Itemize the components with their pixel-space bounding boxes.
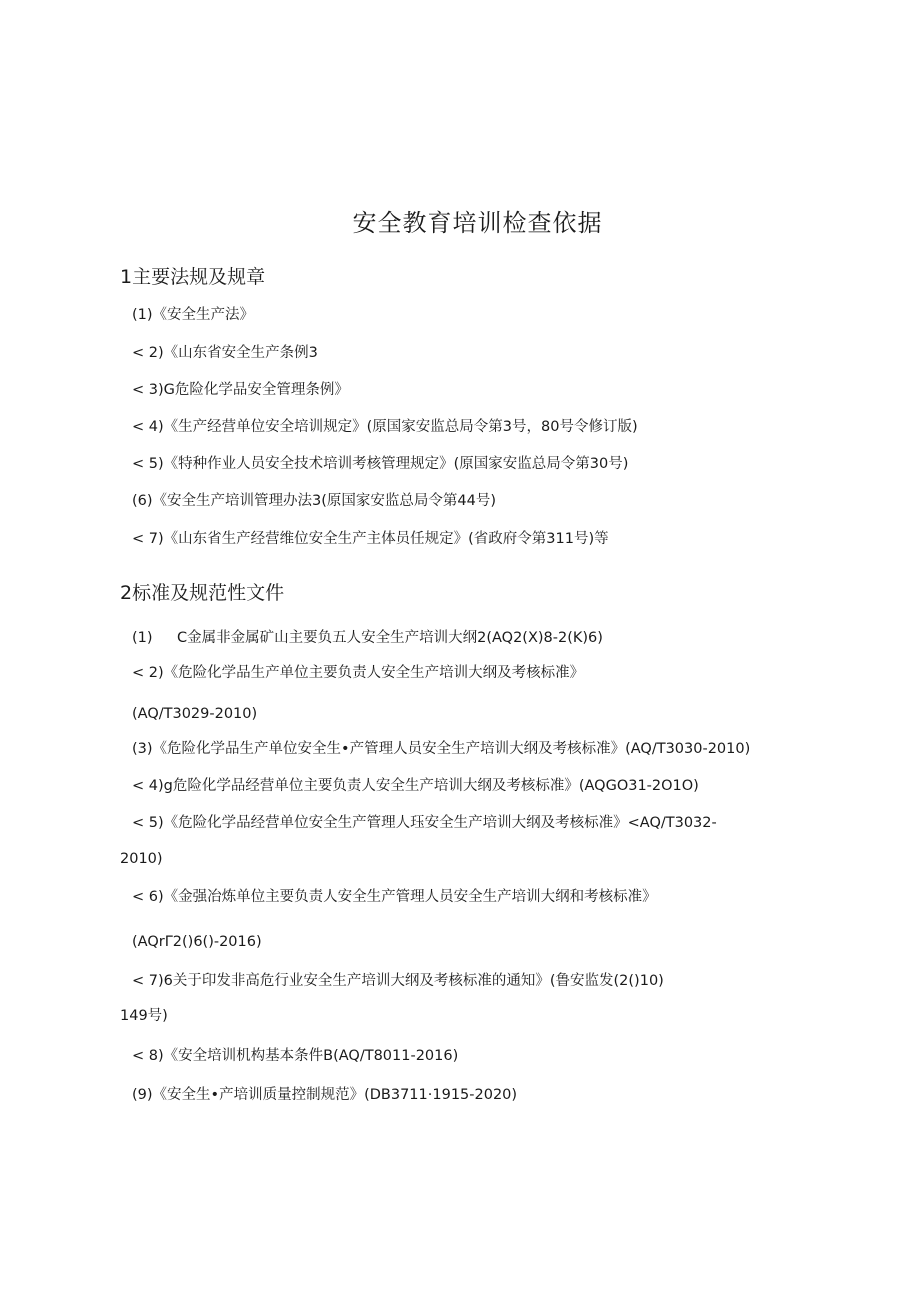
list-item-number: (1) [132,630,153,646]
list-item: (1)《安全生产法》 [132,307,255,323]
list-item-continuation: 149号) [120,1008,168,1024]
list-item-continuation: (AQrΓ2()6()-2016) [132,934,262,950]
list-item: (3)《危险化学品生产单位安全生•产管理人员安全生产培训大纲及考核标准》(AQ/T3030-2010) [132,741,751,757]
section-heading-standards: 2标准及规范性文件 [120,582,285,604]
list-item: C金属非金属矿山主要负五人安全生产培训大纲2(AQ2(X)8-2(K)6) [177,630,603,646]
list-item: < 4)《生产经营单位安全培训规定》(原国家安监总局令第3号，80号令修订版) [132,419,638,435]
list-item: < 8)《安全培训机构基本条件B(AQ/T8011-2016) [132,1048,459,1064]
list-item: < 2)《山东省安全生产条例3 [132,345,318,361]
list-item: (9)《安全生•产培训质量控制规范》(DB3711·1915-2020) [132,1087,518,1103]
list-item: < 6)《金强冶炼单位主要负责人安全生产管理人员安全生产培训大纲和考核标准》 [132,889,657,905]
list-item: < 5)《特种作业人员安全技术培训考核管理规定》(原国家安监总局令第30号) [132,456,629,472]
list-item: < 4)g危险化学品经营单位主要负责人安全生产培训大纲及考核标准》(AQGO31-2O1O) [132,778,699,794]
section-heading-laws: 1主要法规及规章 [120,266,266,288]
list-item-continuation: 2010) [120,851,163,867]
list-item: < 2)《危险化学品生产单位主要负责人安全生产培训大纲及考核标准》 [132,665,585,681]
list-item: < 5)《危险化学品经营单位安全生产管理人珏安全生产培训大纲及考核标准》<AQ/T3032- [132,815,717,831]
list-item: < 7)《山东省生产经营维位安全生产主体员任规定》(省政府令第311号)等 [132,531,609,547]
list-item-continuation: (AQ/T3029-2010) [132,706,258,722]
document-title: 安全教育培训检查依据 [352,209,603,237]
list-item: < 3)G危险化学品安全管理条例》 [132,382,349,398]
list-item: (6)《安全生产培训管理办法3(原国家安监总局令第44号) [132,493,497,509]
list-item: < 7)6关于印发非高危行业安全生产培训大纲及考核标准的通知》(鲁安监发(2()10) [132,973,664,989]
